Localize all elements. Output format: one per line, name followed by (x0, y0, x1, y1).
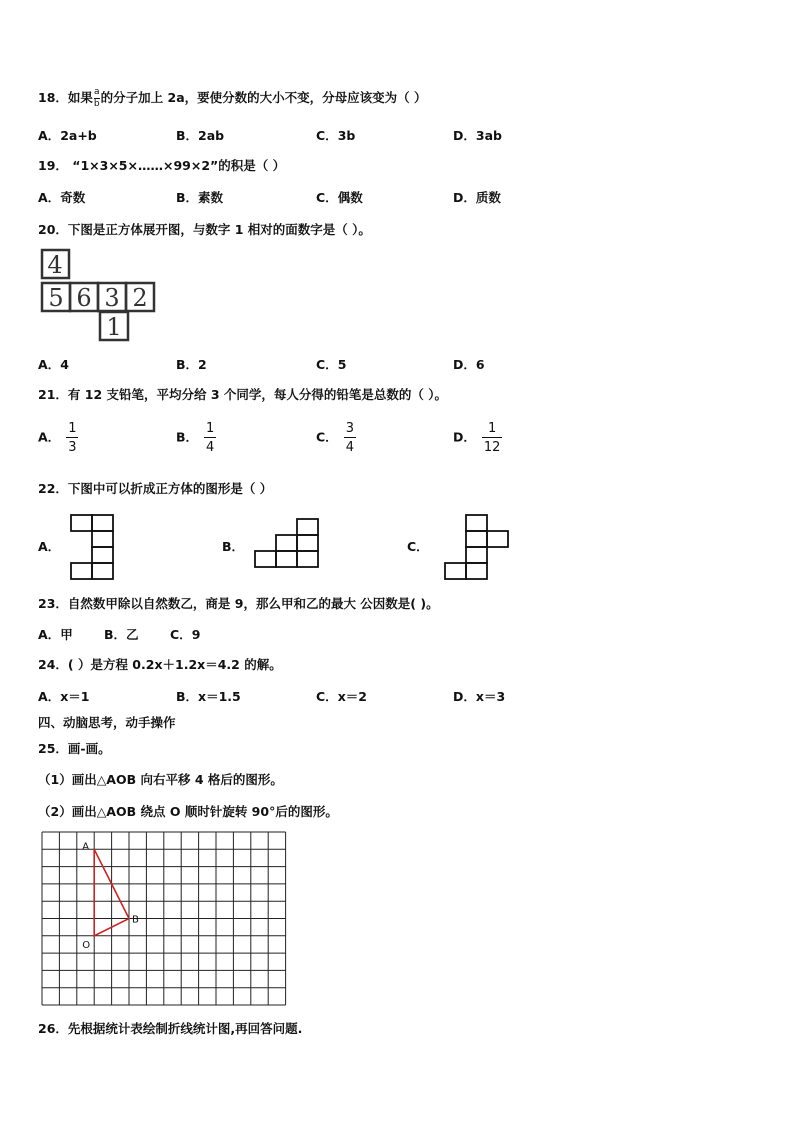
net-face-3: 3 (104, 284, 120, 312)
label-a: A (82, 841, 90, 853)
label-b: B (132, 914, 139, 926)
net-face-2: 6 (76, 284, 92, 312)
q23-stem: 23．自然数甲除以自然数乙，商是 9，那么甲和乙的最大 公因数是( )。 (38, 596, 439, 611)
q25-part1: （1）画出△AOB 向右平移 4 格后的图形。 (38, 772, 283, 787)
net-face-4: 2 (132, 284, 148, 312)
q22-net-b (253, 518, 321, 568)
cube-net-figure (38, 246, 162, 342)
net-face-1: 5 (48, 284, 64, 312)
q21-stem: 21．有 12 支铅笔，平均分给 3 个同学，每人分得的铅笔是总数的（ ）。 (38, 387, 447, 402)
q23-option-a[interactable]: A．甲 (38, 627, 73, 642)
q18-stem: 18．如果 $\frac{a}{b}$ 的分子加上 2a，要使分数的大小不变，分母应该变为（ ） (38, 87, 427, 109)
q24-option-a[interactable]: A．x＝1 (38, 689, 90, 704)
q22-option-a[interactable]: A． (38, 539, 61, 554)
q19-option-d[interactable]: D．质数 (453, 190, 501, 205)
q20-option-a[interactable]: A．4 (38, 357, 69, 372)
q23-option-c[interactable]: C．9 (170, 627, 201, 642)
q24-option-d[interactable]: D．x＝3 (453, 689, 506, 704)
q21-option-a[interactable]: A． $\frac{1}{3}$ (38, 421, 77, 455)
q18-option-d[interactable]: D．3ab (453, 128, 502, 143)
q20-option-c[interactable]: C．5 (316, 357, 347, 372)
q24-option-c[interactable]: C．x＝2 (316, 689, 367, 704)
q19-option-b[interactable]: B．素数 (176, 190, 224, 205)
q22-option-b[interactable]: B． (222, 539, 245, 554)
q21-option-c[interactable]: C． $\frac{3}{4}$ (316, 421, 354, 455)
q24-option-b[interactable]: B．x＝1.5 (176, 689, 241, 704)
net-face-top: 4 (47, 251, 63, 279)
q24-stem: 24．( ）是方程 0.2x＋1.2x＝4.2 的解。 (38, 657, 282, 672)
q21-option-d[interactable]: D． $\frac{1}{12}$ (453, 421, 501, 455)
drawing-grid[interactable] (41, 831, 287, 1007)
q19-option-a[interactable]: A．奇数 (38, 190, 86, 205)
q23-option-b[interactable]: B．乙 (104, 627, 139, 642)
q18-option-c[interactable]: C．3b (316, 128, 356, 143)
q22-option-c[interactable]: C． (407, 539, 429, 554)
q22-net-a (70, 514, 116, 580)
fraction-a-over-b: $\frac{a}{b}$ (93, 87, 100, 109)
q21-option-b[interactable]: B． $\frac{1}{4}$ (176, 421, 215, 455)
q18-option-b[interactable]: B．2ab (176, 128, 225, 143)
q19-stem: 19． “1×3×5×……×99×2”的积是（ ） (38, 158, 286, 173)
q20-option-b[interactable]: B．2 (176, 357, 207, 372)
q25-part2: （2）画出△AOB 绕点 O 顺时针旋转 90°后的图形。 (38, 804, 338, 819)
q19-option-c[interactable]: C．偶数 (316, 190, 363, 205)
q26-stem: 26．先根据统计表绘制折线统计图,再回答问题. (38, 1021, 303, 1036)
q20-option-d[interactable]: D．6 (453, 357, 485, 372)
section-heading: 四、动脑思考，动手操作 (38, 715, 176, 730)
q25-title: 25．画-画。 (38, 741, 111, 756)
q20-stem: 20．下图是正方体展开图，与数字 1 相对的面数字是（ ）。 (38, 222, 371, 237)
question-number: 18． (38, 90, 68, 105)
q22-net-c (444, 514, 512, 580)
q18-option-a[interactable]: A．2a+b (38, 128, 97, 143)
label-o: O (82, 939, 91, 951)
q22-stem: 22．下图中可以折成正方体的图形是（ ） (38, 481, 273, 496)
net-face-bottom: 1 (106, 313, 122, 341)
